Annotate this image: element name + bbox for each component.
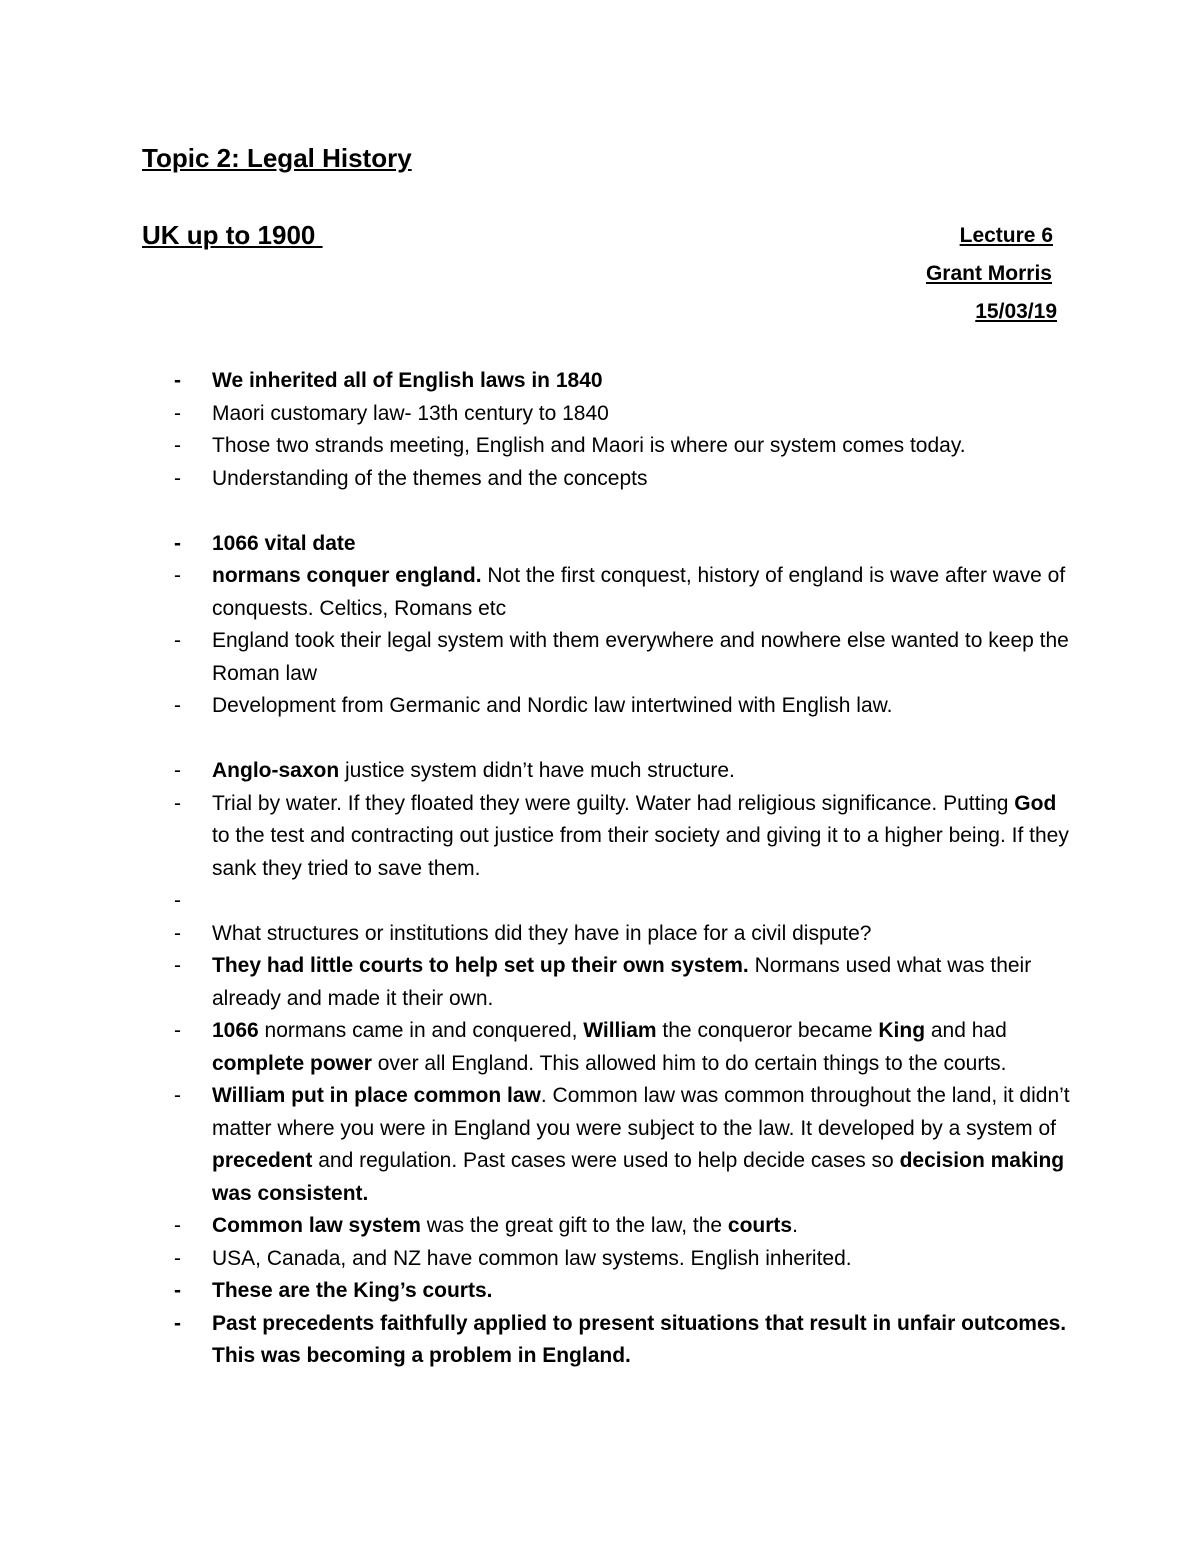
section-spacer [170, 495, 1070, 528]
bullet-bold-text: God [1014, 791, 1057, 815]
bullet-text: to the test and contracting out justice from their society and giving it to a higher being. If they sank they tried to save them. [212, 824, 1069, 880]
bullet-text: Those two strands meeting, English and Maori is where our system comes today. [212, 434, 966, 457]
bullet-bold-text: They had little courts to help set up their own system. [212, 954, 749, 977]
bullet-bold-text: Anglo-saxon [212, 759, 340, 782]
lecture-date: 15/03/19 [975, 300, 1057, 323]
bullet-bold-text: normans conquer england. [212, 564, 482, 587]
bullet-bold-text: These are the King’s courts. [212, 1279, 493, 1302]
list-item-empty [170, 885, 1070, 918]
bullet-text: was the great gift to the law, the [420, 1214, 728, 1237]
bullet-bold-text: King [878, 1019, 926, 1042]
list-item [170, 1243, 1070, 1276]
bullet-text: Maori customary law- 13th century to 1840 [212, 401, 609, 425]
bullet-bold-text: precedent [212, 1149, 313, 1172]
bullet-text: What structures or institutions did they have in place for a civil dispute? [212, 921, 872, 945]
bullet-text: . [792, 1214, 798, 1237]
bullet-text: and had [925, 1019, 1007, 1042]
notes-list [170, 365, 1070, 1373]
list-item [170, 1210, 1070, 1243]
bullet-bold-text: Past precedents faithfully applied to present situations that result in unfair outcomes. This was becoming a problem in England. [212, 1311, 1067, 1367]
list-item [170, 788, 1070, 886]
bullet-text: over all England. This allowed him to do certain things to the courts. [371, 1051, 1007, 1075]
list-item [170, 560, 1070, 625]
bullet-bold-text: William [583, 1019, 657, 1042]
list-item [170, 918, 1070, 951]
bullet-text: Trial by water. If they floated they were guilty. Water had religious significance. Putting [212, 791, 1015, 815]
bullet-bold-text: complete power [212, 1051, 372, 1075]
bullet-text: England took their legal system with them everywhere and nowhere else wanted to keep the Roman law [212, 629, 1069, 685]
bullet-text: Normans used what was their already and made it their own. [212, 954, 1032, 1010]
list-item [170, 690, 1070, 723]
bullet-text: USA, Canada, and NZ have common law systems. English inherited. [212, 1246, 852, 1270]
bullet-bold-text: Common law system [212, 1214, 421, 1237]
bullet-bold-text: 1066 [212, 1019, 259, 1042]
bullet-text: Development from Germanic and Nordic law intertwined with English law. [212, 694, 893, 717]
section-heading: UK up to 1900 [142, 220, 323, 250]
list-item [170, 1080, 1070, 1210]
bullet-text: 1066 vital date [212, 531, 356, 555]
list-item [170, 365, 1070, 398]
list-item [170, 1275, 1070, 1308]
bullet-text: Not the first conquest, history of england is wave after wave of conquests. Celtics, Romans etc [212, 564, 1066, 620]
bullet-bold-text: decision making was consistent. [212, 1149, 1065, 1205]
bullet-text: and regulation. Past cases were used to help decide cases so [312, 1149, 900, 1172]
bullet-text: justice system didn’t have much structure. [339, 759, 735, 782]
list-item [170, 755, 1070, 788]
bullet-text: We inherited all of English laws in 1840 [212, 369, 603, 392]
list-item [170, 1308, 1070, 1373]
bullet-text: . Common law was common throughout the land, it didn’t matter where you were in England you were subject to the law. It developed by a system of [212, 1084, 1070, 1140]
bullet-text: normans came in and conquered, [258, 1019, 584, 1042]
list-item [170, 398, 1070, 431]
bullet-text: the conqueror became [656, 1019, 879, 1042]
list-item [170, 528, 1070, 561]
bullet-text: Understanding of the themes and the concepts [212, 466, 648, 490]
list-item [170, 430, 1070, 463]
bullet-bold-text: William put in place common law [212, 1084, 541, 1107]
lecturer-name: Grant Morris [925, 262, 1052, 285]
section-spacer [170, 723, 1070, 756]
bullet-bold-text: courts [727, 1214, 793, 1237]
list-item [170, 463, 1070, 496]
list-item [170, 625, 1070, 690]
lecture-number: Lecture 6 [959, 224, 1053, 247]
list-item [170, 950, 1070, 1015]
list-item [170, 1015, 1070, 1080]
page-title: Topic 2: Legal History [142, 143, 412, 173]
